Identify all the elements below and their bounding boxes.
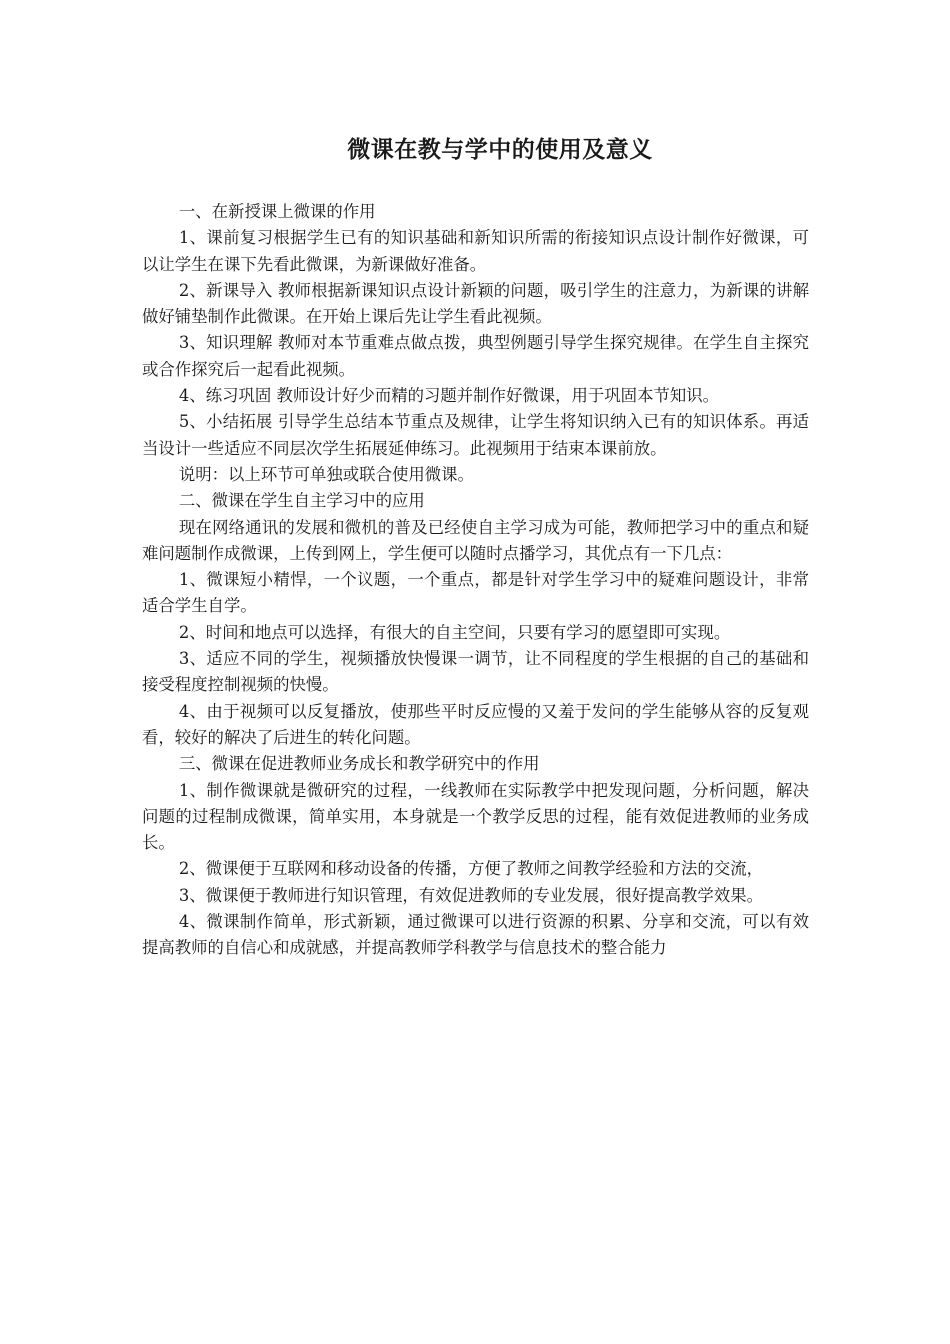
- paragraph: 4、微课制作简单，形式新颖，通过微课可以进行资源的积累、分享和交流，可以有效提高教师的自信心和成就感，并提高教师学科教学与信息技术的整合能力: [142, 912, 809, 958]
- paragraph: 现在网络通讯的发展和微机的普及已经使自主学习成为可能，教师把学习中的重点和疑难问题制作成微课，上传到网上，学生便可以随时点播学习，其优点有一下几点：: [142, 517, 809, 563]
- paragraph: 3、适应不同的学生，视频播放快慢课一调节，让不同程度的学生根据的自己的基础和接受程度控制视频的快慢。: [142, 649, 809, 695]
- section-heading-2: 二、微课在学生自主学习中的应用: [178, 491, 425, 511]
- paragraph: 2、微课便于互联网和移动设备的传播，方便了教师之间教学经验和方法的交流，: [178, 859, 763, 879]
- section-heading-1: 一、在新授课上微课的作用: [178, 202, 376, 221]
- document-title: 微课在教与学中的使用及意义: [347, 137, 653, 163]
- paragraph: 2、新课导入 教师根据新课知识点设计新颖的问题，吸引学生的注意力，为新课的讲解做好铺垫制作此微课。在开始上课后先让学生看此视频。: [142, 280, 809, 327]
- paragraph: 2、时间和地点可以选择，有很大的自主空间，只要有学习的愿望即可实现。: [178, 622, 731, 642]
- paragraph: 4、练习巩固 教师设计好少而精的习题并制作好微课，用于巩固本节知识。: [178, 386, 720, 406]
- paragraph: 5、小结拓展 引导学生总结本节重点及规律，让学生将知识纳入已有的知识体系。再适当设计一些适应不同层次学生拓展延伸练习。此视频用于结束本课前放。: [142, 412, 809, 458]
- paragraph: 1、课前复习根据学生已有的知识基础和新知识所需的衔接知识点设计制作好微课，可以让学生在课下先看此微课，为新课做好准备。: [142, 228, 809, 274]
- paragraph: 3、知识理解 教师对本节重难点做点拨，典型例题引导学生探究规律。在学生自主探究或合作探究后一起看此视频。: [142, 333, 809, 379]
- document-body: [142, 199, 809, 962]
- paragraph: 4、由于视频可以反复播放，使那些平时反应慢的又羞于发问的学生能够从容的反复观看，较好的解决了后进生的转化问题。: [142, 701, 809, 747]
- paragraph: 1、微课短小精悍，一个议题，一个重点，都是针对学生学习中的疑难问题设计，非常适合学生自学。: [142, 570, 809, 616]
- paragraph: 1、制作微课就是微研究的过程，一线教师在实际教学中把发现问题，分析问题，解决问题的过程制成微课，简单实用，本身就是一个教学反思的过程，能有效促进教师的业务成长。: [142, 780, 809, 853]
- paragraph: 3、微课便于教师进行知识管理，有效促进教师的专业发展，很好提高教学效果。: [178, 885, 763, 905]
- section-heading-3: 三、微课在促进教师业务成长和教学研究中的作用: [178, 754, 540, 774]
- note-paragraph: 说明：以上环节可单独或联合使用微课。: [178, 464, 474, 484]
